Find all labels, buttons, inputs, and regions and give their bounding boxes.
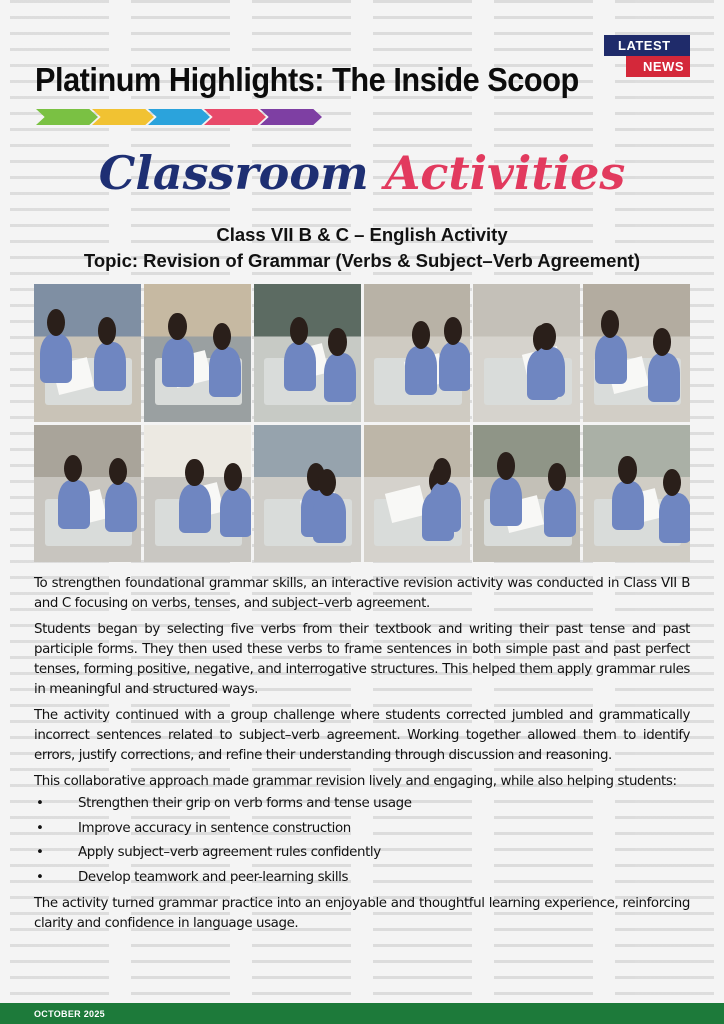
classroom-photo xyxy=(34,284,141,422)
color-arrow-segment xyxy=(204,109,266,125)
list-item: • Strengthen their grip on verb forms and tense usage xyxy=(34,792,690,817)
newsletter-title: Platinum Highlights: The Inside Scoop xyxy=(35,61,579,98)
classroom-photo xyxy=(34,425,141,563)
color-arrow-segment xyxy=(36,109,98,125)
article-paragraph: This collaborative approach made grammar revision lively and engaging, while also helping students: xyxy=(34,774,677,789)
list-item: • Improve accuracy in sentence construction xyxy=(34,817,690,842)
article-paragraph: To strengthen foundational grammar skills, an interactive revision activity was conducted in Class VII B and C focusing on verbs, tenses, and subject–verb agreement. xyxy=(34,576,690,611)
activity-photo-grid xyxy=(34,284,690,562)
section-title-word2: Activities xyxy=(384,146,626,200)
section-title-word1: Classroom xyxy=(98,146,369,200)
topic-subtitle: Topic: Revision of Grammar (Verbs & Subject–Verb Agreement) xyxy=(83,250,641,271)
badge-line-news: NEWS xyxy=(626,56,690,77)
color-arrow-segment xyxy=(148,109,210,125)
section-title xyxy=(0,146,724,200)
classroom-photo xyxy=(583,425,690,563)
classroom-photo xyxy=(364,425,471,563)
classroom-photo xyxy=(144,284,251,422)
list-item: • Develop teamwork and peer-learning skills xyxy=(34,866,690,891)
badge-line-latest: LATEST xyxy=(604,35,690,56)
color-arrow-segment xyxy=(92,109,154,125)
classroom-photo xyxy=(254,284,361,422)
footer-bar xyxy=(0,1003,724,1024)
classroom-photo xyxy=(364,284,471,422)
footer-date: OCTOBER 2025 xyxy=(34,1009,105,1019)
color-arrow-bar xyxy=(36,109,316,125)
color-arrow-segment xyxy=(260,109,322,125)
article-paragraph: The activity continued with a group challenge where students corrected jumbled and grammatically incorrect sentences related to subject–verb agreement. Working together allowed them to identify errors, justify corrections, and refine their understanding through discussion and reasoning. xyxy=(34,708,690,763)
article-paragraph: The activity turned grammar practice into an enjoyable and thoughtful learning experience, reinforcing clarity and confidence in language usage. xyxy=(34,896,690,931)
article-paragraph: Students began by selecting five verbs from their textbook and writing their past tense and past participle forms. They then used these verbs to frame sentences in both simple past and past perfect tenses, forming positive, negative, and interrogative structures. This helped them apply grammar rules in meaningful and structured ways. xyxy=(34,622,690,697)
classroom-photo xyxy=(473,284,580,422)
classroom-photo xyxy=(144,425,251,563)
latest-news-badge xyxy=(604,35,690,77)
article-body xyxy=(34,574,690,940)
list-item: • Apply subject–verb agreement rules confidently xyxy=(34,841,690,866)
benefits-list xyxy=(34,792,690,890)
class-subtitle: Class VII B & C – English Activity xyxy=(216,224,508,245)
classroom-photo xyxy=(583,284,690,422)
classroom-photo xyxy=(254,425,361,563)
classroom-photo xyxy=(473,425,580,563)
